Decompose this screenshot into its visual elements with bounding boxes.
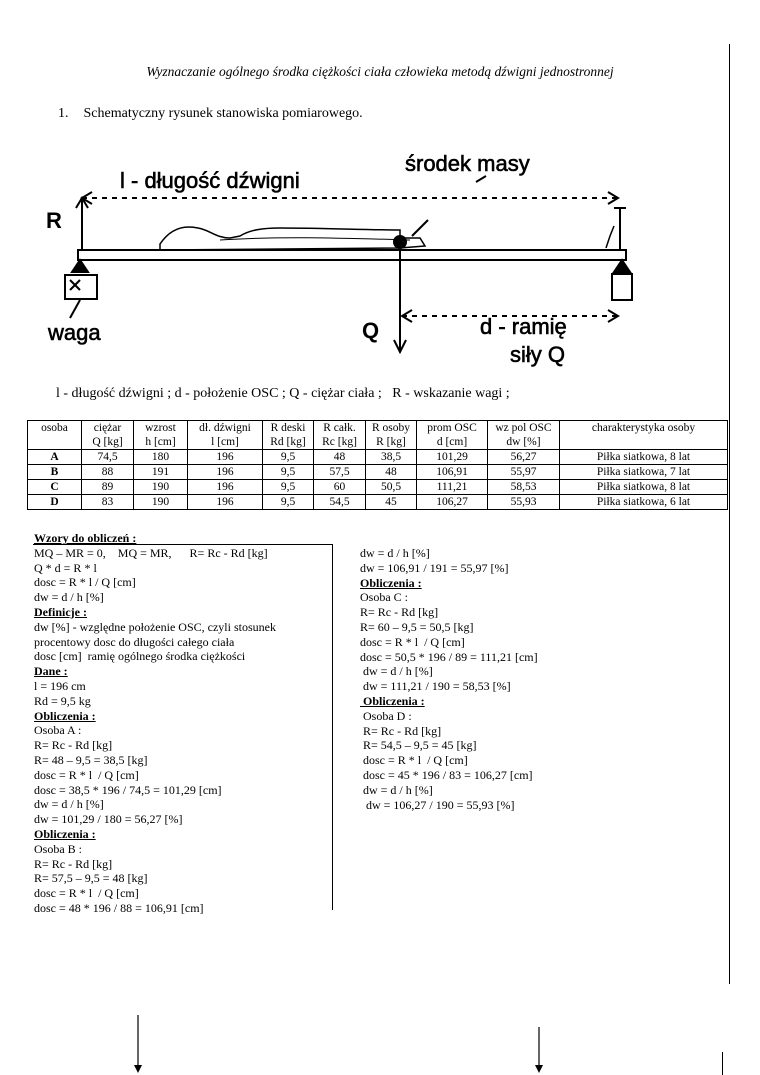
- label-Q: Q: [362, 318, 380, 343]
- text-line: dw = 106,27 / 190 = 55,93 [%]: [360, 797, 515, 812]
- table-cell: 196: [188, 465, 263, 480]
- table-cell: A: [28, 450, 82, 465]
- table-cell: 106,91: [417, 465, 488, 480]
- table-cell: [560, 435, 728, 450]
- table-cell: 74,5: [82, 450, 134, 465]
- section-number: 1.: [58, 106, 69, 121]
- measurement-table: [27, 420, 728, 510]
- table-cell: 180: [134, 450, 188, 465]
- text-line: Q * d = R * l: [34, 560, 97, 575]
- table-cell: 106,27: [417, 495, 488, 510]
- subheading: Definicje :: [34, 604, 87, 619]
- table-cell: R osoby: [366, 421, 417, 436]
- table-cell: charakterystyka osoby: [560, 421, 728, 436]
- subheading: Obliczenia :: [34, 826, 96, 841]
- table-cell: R deski: [263, 421, 314, 436]
- lever-diagram: [40, 140, 640, 370]
- text-line: Osoba C :: [360, 590, 408, 605]
- table-cell: Piłka siatkowa, 6 lat: [560, 495, 728, 510]
- table-cell: 89: [82, 480, 134, 495]
- table-row: [28, 450, 728, 465]
- text-line: R= Rc - Rd [kg]: [360, 605, 439, 620]
- subheading: Wzory do obliczeń :: [34, 531, 137, 545]
- text-line: dw = d / h [%]: [360, 546, 430, 560]
- table-row: [28, 495, 728, 510]
- table-cell: Rc [kg]: [314, 435, 366, 450]
- table-row: [28, 465, 728, 480]
- table-cell: 196: [188, 495, 263, 510]
- text-line: Rd = 9,5 kg: [34, 693, 91, 708]
- table-cell: d [cm]: [417, 435, 488, 450]
- table-cell: 38,5: [366, 450, 417, 465]
- table-cell: 190: [134, 480, 188, 495]
- text-line: R= Rc - Rd [kg]: [34, 856, 113, 871]
- table-cell: R całk.: [314, 421, 366, 436]
- text-line: dosc = R * l / Q [cm]: [34, 767, 139, 782]
- section-heading: [58, 106, 363, 122]
- text-line: dosc [cm] ramię ogólnego środka ciężkości: [34, 649, 246, 664]
- text-line: dw = d / h [%]: [34, 590, 104, 605]
- text-line: R= Rc - Rd [kg]: [360, 723, 442, 738]
- margin-line: [729, 44, 730, 984]
- text-line: dosc = R * l / Q [cm]: [34, 886, 139, 901]
- text-line: dosc = R * l / Q [cm]: [360, 753, 468, 768]
- text-line: dw = 111,21 / 190 = 58,53 [%]: [360, 679, 511, 694]
- table-cell: 50,5: [366, 480, 417, 495]
- table-cell: prom OSC: [417, 421, 488, 436]
- column-divider: [332, 544, 333, 910]
- bottom-arrow-left: [132, 1015, 146, 1075]
- left-column: [34, 531, 330, 916]
- text-line: dosc = 38,5 * 196 / 74,5 = 101,29 [cm]: [34, 782, 222, 797]
- table-cell: Piłka siatkowa, 8 lat: [560, 480, 728, 495]
- text-line: dosc = R * l / Q [cm]: [34, 575, 136, 590]
- text-line: MQ – MR = 0, MQ = MR, R= Rc - Rd [kg]: [34, 545, 268, 560]
- subheading: Dane :: [34, 664, 68, 679]
- table-cell: 48: [314, 450, 366, 465]
- table-cell: dw [%]: [488, 435, 560, 450]
- text-line: Osoba D :: [360, 708, 412, 723]
- text-line: R= 48 – 9,5 = 38,5 [kg]: [34, 752, 148, 767]
- text-line: dosc = 45 * 196 / 83 = 106,27 [cm]: [360, 767, 533, 782]
- text-line: dw = d / h [%]: [360, 782, 433, 797]
- table-cell: wzrost: [134, 421, 188, 436]
- table-cell: 54,5: [314, 495, 366, 510]
- text-line: Osoba B :: [34, 841, 82, 856]
- label-center-of-mass: środek masy: [405, 151, 530, 176]
- table-cell: 58,53: [488, 480, 560, 495]
- table-cell: 60: [314, 480, 366, 495]
- table-cell: l [cm]: [188, 435, 263, 450]
- table-cell: 9,5: [263, 480, 314, 495]
- table-cell: C: [28, 480, 82, 495]
- label-d-arm: d - ramię: [480, 314, 567, 339]
- table-cell: 57,5: [314, 465, 366, 480]
- table-cell: [28, 435, 82, 450]
- table-cell: ciężar: [82, 421, 134, 436]
- table-cell: h [cm]: [134, 435, 188, 450]
- table-cell: dł. dźwigni: [188, 421, 263, 436]
- table-cell: 111,21: [417, 480, 488, 495]
- subheading: Obliczenia :: [360, 693, 425, 708]
- text-line: R= 54,5 – 9,5 = 45 [kg]: [360, 738, 477, 753]
- text-line: dosc = 50,5 * 196 / 89 = 111,21 [cm]: [360, 649, 538, 664]
- table-cell: 56,27: [488, 450, 560, 465]
- table-cell: 88: [82, 465, 134, 480]
- table-cell: Piłka siatkowa, 8 lat: [560, 450, 728, 465]
- table-cell: 9,5: [263, 450, 314, 465]
- right-column: [360, 546, 720, 812]
- table-cell: 45: [366, 495, 417, 510]
- diagram-legend: l - długość dźwigni ; d - położenie OSC ; Q - ciężar ciała ; R - wskazanie wagi ;: [56, 386, 510, 401]
- label-R: R: [46, 208, 62, 233]
- page-title: Wyznaczanie ogólnego środka ciężkości ciała człowieka metodą dźwigni jednostronnej: [146, 64, 614, 79]
- text-line: dosc = 48 * 196 / 88 = 106,91 [cm]: [34, 900, 204, 915]
- text-line: R= 57,5 – 9,5 = 48 [kg]: [34, 871, 148, 886]
- text-line: dw = 101,29 / 180 = 56,27 [%]: [34, 812, 183, 827]
- text-line: dw [%] - względne położenie OSC, czyli stosunek: [34, 619, 276, 634]
- label-scale: waga: [48, 320, 101, 345]
- text-line: dw = d / h [%]: [34, 797, 104, 812]
- table-cell: 196: [188, 450, 263, 465]
- table-row: [28, 480, 728, 495]
- text-line: l = 196 cm: [34, 678, 86, 693]
- table-cell: Piłka siatkowa, 7 lat: [560, 465, 728, 480]
- label-lever-length: l - długość dźwigni: [120, 168, 300, 193]
- text-line: dosc = R * l / Q [cm]: [360, 634, 465, 649]
- table-cell: 83: [82, 495, 134, 510]
- table-cell: 9,5: [263, 465, 314, 480]
- table-cell: 55,93: [488, 495, 560, 510]
- subheading: Obliczenia :: [360, 575, 422, 590]
- table-cell: 191: [134, 465, 188, 480]
- table-cell: Q [kg]: [82, 435, 134, 450]
- text-line: dw = 106,91 / 191 = 55,97 [%]: [360, 560, 509, 575]
- table-cell: 55,97: [488, 465, 560, 480]
- text-line: R= Rc - Rd [kg]: [34, 738, 113, 753]
- text-line: procentowy dosc do długości całego ciała: [34, 634, 235, 649]
- text-line: R= 60 – 9,5 = 50,5 [kg]: [360, 619, 474, 634]
- table-cell: D: [28, 495, 82, 510]
- bottom-margin-line: [722, 1052, 723, 1075]
- text-line: dw = d / h [%]: [360, 664, 433, 679]
- table-cell: wz pol OSC: [488, 421, 560, 436]
- text-line: Osoba A :: [34, 723, 82, 738]
- section-text: Schematyczny rysunek stanowiska pomiarowego.: [83, 106, 363, 121]
- table-cell: Rd [kg]: [263, 435, 314, 450]
- table-cell: 190: [134, 495, 188, 510]
- table-cell: osoba: [28, 421, 82, 436]
- table-header-row: [28, 435, 728, 450]
- bottom-arrow-right: [533, 1027, 547, 1075]
- table-header-row: [28, 421, 728, 436]
- table-cell: R [kg]: [366, 435, 417, 450]
- table-cell: B: [28, 465, 82, 480]
- table-cell: 9,5: [263, 495, 314, 510]
- table-cell: 101,29: [417, 450, 488, 465]
- subheading: Obliczenia :: [34, 708, 96, 723]
- label-force-Q: siły Q: [510, 342, 565, 367]
- table-cell: 48: [366, 465, 417, 480]
- table-cell: 196: [188, 480, 263, 495]
